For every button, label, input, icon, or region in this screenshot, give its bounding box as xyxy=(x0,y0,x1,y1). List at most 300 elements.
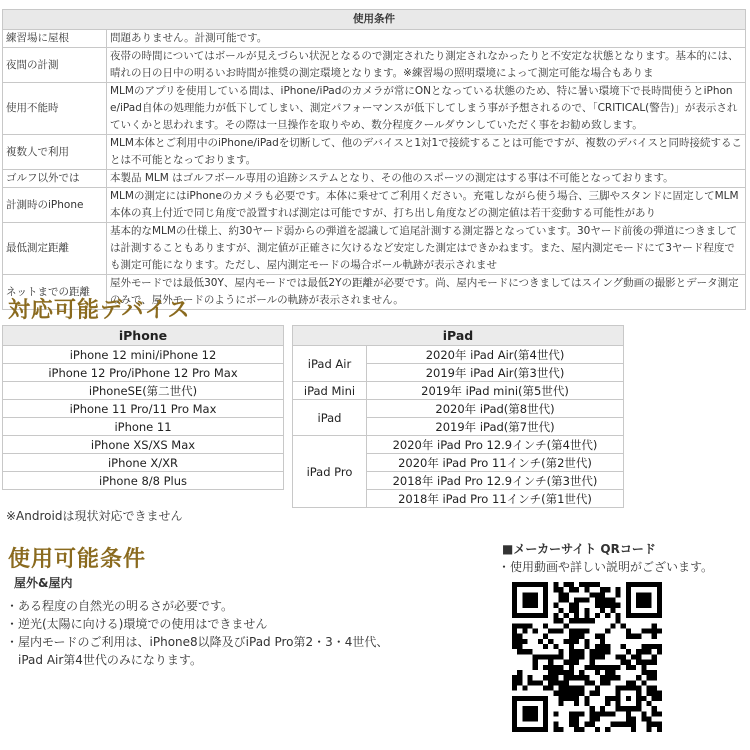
qr-module xyxy=(615,696,620,701)
qr-module xyxy=(559,685,564,690)
qr-module xyxy=(636,592,641,597)
qr-module xyxy=(569,711,574,716)
table-row xyxy=(3,188,746,223)
qr-module xyxy=(564,592,569,597)
qr-module xyxy=(615,603,620,608)
qr-module xyxy=(626,649,631,654)
qr-module xyxy=(579,711,584,716)
qr-module xyxy=(533,660,538,665)
iphone-model: iPhoneSE(第二世代) xyxy=(3,382,284,400)
qr-module xyxy=(574,701,579,706)
qr-module xyxy=(657,727,662,732)
qr-module xyxy=(595,727,600,732)
qr-module xyxy=(615,685,620,690)
qr-module xyxy=(543,592,548,597)
qr-module xyxy=(569,696,574,701)
qr-module xyxy=(641,613,646,618)
ipad-model: 2018年 iPad Pro 12.9インチ(第3世代) xyxy=(367,472,624,490)
ipad-group-name: iPad Mini xyxy=(293,382,367,400)
qr-module xyxy=(615,592,620,597)
ipad-group-name: iPad Air xyxy=(293,346,367,382)
qr-module xyxy=(605,587,610,592)
iphone-model: iPhone 11 Pro/11 Pro Max xyxy=(3,400,284,418)
qr-module xyxy=(626,587,631,592)
qr-module xyxy=(600,654,605,659)
qr-module xyxy=(631,613,636,618)
qr-module xyxy=(528,675,533,680)
qr-module xyxy=(569,654,574,659)
qr-module xyxy=(600,665,605,670)
qr-module xyxy=(559,654,564,659)
qr-module xyxy=(574,608,579,613)
qr-module xyxy=(641,660,646,665)
qr-module xyxy=(579,582,584,587)
qr-module xyxy=(646,670,651,675)
qr-module xyxy=(584,629,589,634)
table-row xyxy=(3,48,746,83)
qr-module xyxy=(574,629,579,634)
qr-module xyxy=(626,665,631,670)
qr-module xyxy=(522,685,527,690)
qr-module xyxy=(512,696,517,701)
qr-module xyxy=(553,654,558,659)
row-label: 最低測定距離 xyxy=(3,223,107,275)
qr-module xyxy=(512,639,517,644)
qr-module xyxy=(590,592,595,597)
qr-module xyxy=(605,629,610,634)
qr-module xyxy=(522,623,527,628)
qr-module xyxy=(553,665,558,670)
qr-module xyxy=(636,649,641,654)
ipad-model: 2019年 iPad mini(第5世代) xyxy=(367,382,624,400)
qr-module xyxy=(610,598,615,603)
qr-module xyxy=(610,722,615,727)
qr-module xyxy=(595,582,600,587)
qr-module xyxy=(595,670,600,675)
qr-module xyxy=(621,654,626,659)
qr-module xyxy=(615,654,620,659)
qr-module xyxy=(600,649,605,654)
table-row xyxy=(3,135,746,170)
qr-module xyxy=(528,598,533,603)
qr-module xyxy=(559,696,564,701)
qr-module xyxy=(574,722,579,727)
qr-module xyxy=(538,613,543,618)
qr-module xyxy=(605,727,610,732)
qr-module xyxy=(600,680,605,685)
qr-module xyxy=(584,701,589,706)
qr-module xyxy=(543,665,548,670)
qr-module xyxy=(528,727,533,732)
qr-module xyxy=(564,670,569,675)
qr-module xyxy=(517,670,522,675)
qr-module xyxy=(559,598,564,603)
qr-module xyxy=(636,634,641,639)
qr-module xyxy=(615,706,620,711)
qr-module xyxy=(574,716,579,721)
qr-module xyxy=(610,675,615,680)
qr-module xyxy=(652,634,657,639)
row-text: MLMの測定にはiPhoneのカメラも必要です。本体に乗せてご利用ください。充電しながら使う場合、三脚やスタンドに固定してMLM本体の真上付近で同じ角度で設置すれば測定は可能ですが、打ち出し角度などの測定値は若干変動する可能性があり xyxy=(107,188,746,223)
qr-module xyxy=(569,685,574,690)
qr-module xyxy=(548,660,553,665)
qr-module xyxy=(543,654,548,659)
qr-module xyxy=(574,685,579,690)
qr-module xyxy=(579,598,584,603)
ipad-model: 2020年 iPad Pro 12.9インチ(第4世代) xyxy=(367,436,624,454)
qr-module xyxy=(600,587,605,592)
qr-module xyxy=(631,582,636,587)
qr-module xyxy=(528,592,533,597)
ipad-group-name: iPad xyxy=(293,400,367,436)
qr-module xyxy=(590,582,595,587)
qr-module xyxy=(553,675,558,680)
qr-module xyxy=(579,691,584,696)
qr-module xyxy=(595,716,600,721)
qr-module xyxy=(595,649,600,654)
qr-module xyxy=(569,639,574,644)
usage-subheading: 屋外&屋内 xyxy=(14,576,73,590)
qr-code-icon[interactable] xyxy=(512,582,662,732)
qr-module xyxy=(646,701,651,706)
qr-module xyxy=(543,587,548,592)
qr-module xyxy=(626,716,631,721)
qr-module xyxy=(610,603,615,608)
qr-module xyxy=(574,587,579,592)
qr-module xyxy=(569,629,574,634)
qr-module xyxy=(553,613,558,618)
qr-module xyxy=(564,582,569,587)
qr-module xyxy=(564,660,569,665)
qr-module xyxy=(533,680,538,685)
qr-module xyxy=(636,685,641,690)
qr-module xyxy=(600,608,605,613)
qr-module xyxy=(595,711,600,716)
qr-module xyxy=(600,634,605,639)
qr-module xyxy=(548,639,553,644)
qr-module xyxy=(579,685,584,690)
qr-module xyxy=(636,706,641,711)
qr-module xyxy=(548,670,553,675)
qr-module xyxy=(605,675,610,680)
qr-module xyxy=(590,680,595,685)
qr-module xyxy=(543,727,548,732)
qr-module xyxy=(569,660,574,665)
qr-module xyxy=(631,680,636,685)
qr-module xyxy=(574,603,579,608)
qr-module xyxy=(657,608,662,613)
qr-module xyxy=(590,665,595,670)
qr-module xyxy=(584,613,589,618)
qr-module xyxy=(579,634,584,639)
qr-module xyxy=(590,706,595,711)
usage-line: ・屋内モードのご利用は、iPhone8以降及びiPad Pro第2・3・4世代、 xyxy=(6,635,389,649)
qr-module xyxy=(528,716,533,721)
qr-module xyxy=(626,608,631,613)
qr-module xyxy=(522,629,527,634)
qr-module xyxy=(522,598,527,603)
qr-module xyxy=(657,644,662,649)
qr-module xyxy=(646,649,651,654)
qr-module xyxy=(600,598,605,603)
qr-module xyxy=(615,675,620,680)
qr-module xyxy=(528,582,533,587)
iphone-model: iPhone 12 Pro/iPhone 12 Pro Max xyxy=(3,364,284,382)
iphone-model: iPhone XS/XS Max xyxy=(3,436,284,454)
qr-module xyxy=(533,582,538,587)
qr-module xyxy=(646,660,651,665)
qr-module xyxy=(559,649,564,654)
qr-module xyxy=(559,701,564,706)
qr-module xyxy=(646,613,651,618)
qr-module xyxy=(646,691,651,696)
qr-module xyxy=(657,587,662,592)
qr-module xyxy=(636,598,641,603)
qr-module xyxy=(517,680,522,685)
qr-module xyxy=(512,629,517,634)
qr-module xyxy=(626,722,631,727)
qr-module xyxy=(574,675,579,680)
qr-module xyxy=(533,716,538,721)
qr-module xyxy=(569,634,574,639)
qr-module xyxy=(579,727,584,732)
qr-module xyxy=(605,598,610,603)
qr-module xyxy=(528,603,533,608)
qr-module xyxy=(652,670,657,675)
qr-module xyxy=(636,701,641,706)
qr-module xyxy=(569,649,574,654)
table-row xyxy=(3,83,746,135)
qr-module xyxy=(646,582,651,587)
qr-module xyxy=(512,644,517,649)
qr-module xyxy=(564,685,569,690)
qr-module xyxy=(626,711,631,716)
qr-module xyxy=(564,691,569,696)
qr-module xyxy=(564,696,569,701)
qr-module xyxy=(641,649,646,654)
qr-module xyxy=(590,722,595,727)
qr-module xyxy=(543,685,548,690)
qr-module xyxy=(564,680,569,685)
qr-module xyxy=(590,691,595,696)
qr-module xyxy=(533,727,538,732)
row-text: 問題ありません。計測可能です。 xyxy=(107,30,746,48)
row-label: ゴルフ以外では xyxy=(3,170,107,188)
qr-module xyxy=(564,613,569,618)
qr-module xyxy=(636,675,641,680)
qr-module xyxy=(559,592,564,597)
qr-module xyxy=(569,608,574,613)
qr-module xyxy=(559,691,564,696)
qr-module xyxy=(543,706,548,711)
qr-module xyxy=(512,613,517,618)
qr-module xyxy=(657,722,662,727)
qr-module xyxy=(631,665,636,670)
qr-module xyxy=(652,582,657,587)
qr-module xyxy=(641,680,646,685)
qr-module xyxy=(646,592,651,597)
qr-module xyxy=(569,716,574,721)
qr-module xyxy=(605,603,610,608)
qr-module xyxy=(512,603,517,608)
qr-module xyxy=(543,675,548,680)
qr-module xyxy=(600,706,605,711)
qr-module xyxy=(631,727,636,732)
qr-module xyxy=(553,644,558,649)
qr-module xyxy=(553,670,558,675)
ipad-model: 2019年 iPad(第7世代) xyxy=(367,418,624,436)
qr-module xyxy=(517,644,522,649)
qr-module xyxy=(595,613,600,618)
row-text: 本製品 MLM はゴルフボール専用の追跡システムとなり、その他のスポーツの測定はする事は不可能となっております。 xyxy=(107,170,746,188)
qr-module xyxy=(646,675,651,680)
qr-module xyxy=(553,680,558,685)
qr-module xyxy=(646,603,651,608)
qr-module xyxy=(641,582,646,587)
qr-module xyxy=(569,618,574,623)
qr-module xyxy=(522,711,527,716)
qr-module xyxy=(559,587,564,592)
qr-module xyxy=(553,582,558,587)
qr-module xyxy=(543,613,548,618)
qr-module xyxy=(652,629,657,634)
qr-module xyxy=(522,603,527,608)
qr-module xyxy=(543,603,548,608)
qr-module xyxy=(533,711,538,716)
qr-module xyxy=(590,716,595,721)
iphone-model: iPhone 8/8 Plus xyxy=(3,472,284,490)
qr-module xyxy=(626,680,631,685)
qr-module xyxy=(569,665,574,670)
qr-module xyxy=(538,727,543,732)
qr-module xyxy=(590,649,595,654)
qr-module xyxy=(652,654,657,659)
qr-module xyxy=(559,680,564,685)
qr-module xyxy=(553,629,558,634)
qr-module xyxy=(543,634,548,639)
qr-module xyxy=(657,592,662,597)
qr-module xyxy=(512,592,517,597)
qr-module xyxy=(574,639,579,644)
qr-module xyxy=(646,598,651,603)
qr-module xyxy=(559,665,564,670)
qr-module xyxy=(590,660,595,665)
qr-module xyxy=(646,629,651,634)
table-row xyxy=(3,30,746,48)
qr-module xyxy=(636,582,641,587)
qr-module xyxy=(615,613,620,618)
qr-module xyxy=(636,603,641,608)
qr-module xyxy=(584,587,589,592)
qr-module xyxy=(543,701,548,706)
qr-module xyxy=(631,685,636,690)
qr-module xyxy=(512,598,517,603)
qr-module xyxy=(621,660,626,665)
qr-module xyxy=(631,634,636,639)
iphone-table xyxy=(2,325,284,490)
qr-module xyxy=(512,722,517,727)
qr-module xyxy=(657,603,662,608)
qr-module xyxy=(595,644,600,649)
row-label: 練習場に屋根 xyxy=(3,30,107,48)
qr-module xyxy=(641,716,646,721)
qr-module xyxy=(543,644,548,649)
qr-module xyxy=(512,701,517,706)
qr-module xyxy=(553,618,558,623)
android-note: ※Androidは現状対応できません xyxy=(6,509,183,523)
qr-module xyxy=(631,706,636,711)
qr-module xyxy=(533,665,538,670)
qr-module xyxy=(621,644,626,649)
qr-module xyxy=(605,680,610,685)
qr-module xyxy=(512,608,517,613)
qr-module xyxy=(553,603,558,608)
table-row xyxy=(3,170,746,188)
qr-module xyxy=(641,592,646,597)
qr-module xyxy=(646,644,651,649)
qr-module xyxy=(605,613,610,618)
qr-module xyxy=(600,644,605,649)
qr-module xyxy=(574,696,579,701)
qr-module xyxy=(517,639,522,644)
qr-module xyxy=(522,592,527,597)
ipad-model: 2020年 iPad Air(第4世代) xyxy=(367,346,624,364)
row-label: 夜間の計測 xyxy=(3,48,107,83)
qr-module xyxy=(517,696,522,701)
qr-module xyxy=(641,644,646,649)
qr-module xyxy=(605,665,610,670)
table-row xyxy=(3,223,746,275)
qr-module xyxy=(553,722,558,727)
qr-module xyxy=(626,582,631,587)
qr-module xyxy=(517,623,522,628)
row-text: 屋外モードでは最低30Y、屋内モードでは最低2Yの距離が必要です。尚、屋内モードにつきましてはスイング動画の撮影とデータ測定のみで、屋外モードのようにボールの軌跡が表示されません。 xyxy=(107,275,746,310)
qr-module xyxy=(522,582,527,587)
qr-module xyxy=(517,727,522,732)
qr-module xyxy=(646,727,651,732)
qr-module xyxy=(595,592,600,597)
qr-module xyxy=(548,685,553,690)
qr-module xyxy=(512,706,517,711)
qr-module xyxy=(512,716,517,721)
qr-module xyxy=(569,603,574,608)
qr-module xyxy=(574,649,579,654)
qr-module xyxy=(569,587,574,592)
qr-module xyxy=(641,711,646,716)
ipad-table xyxy=(292,325,624,508)
qr-module xyxy=(615,701,620,706)
qr-module xyxy=(641,665,646,670)
qr-module xyxy=(636,654,641,659)
qr-module xyxy=(528,623,533,628)
qr-module xyxy=(533,629,538,634)
qr-module xyxy=(564,675,569,680)
qr-module xyxy=(626,634,631,639)
qr-module xyxy=(564,598,569,603)
qr-module xyxy=(657,598,662,603)
qr-module xyxy=(626,592,631,597)
qr-module xyxy=(574,660,579,665)
qr-module xyxy=(652,706,657,711)
qr-module xyxy=(548,665,553,670)
qr-module xyxy=(595,691,600,696)
qr-module xyxy=(610,623,615,628)
qr-module xyxy=(621,685,626,690)
qr-module xyxy=(626,629,631,634)
qr-module xyxy=(584,665,589,670)
iphone-header: iPhone xyxy=(3,326,284,346)
qr-module xyxy=(652,691,657,696)
